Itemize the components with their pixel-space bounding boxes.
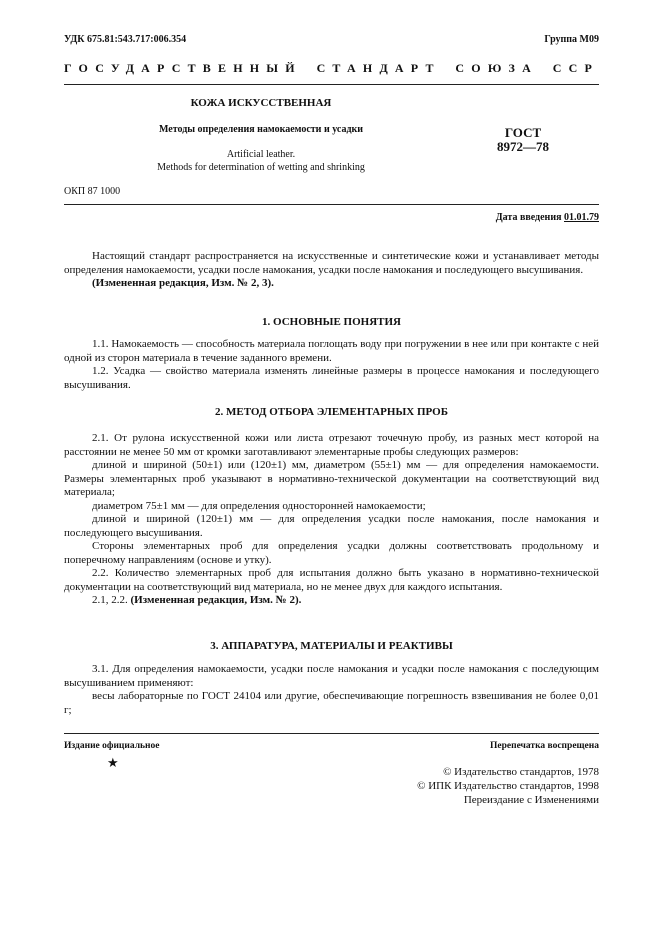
paragraph-2-1: 2.1. От рулона искусственной кожи или листа отрезают точечную пробу, из разных мест которой на расстоянии не менее 50 мм от кромки заготавливают элементарные пробы следующих размеров: — [64, 432, 599, 458]
paragraph-2-1-shrinkage: длиной и шириной (120±1) мм — для определения усадки после намокания, после намокания и последующего высушивания. — [64, 513, 599, 539]
paragraph-2-1-sizes: длиной и шириной (50±1) или (120±1) мм, диаметром (55±1) мм — для определения намокаемости. Размеры элементарных проб указывают в нормативно-технической документации на соответствующий вид материала; — [64, 459, 599, 498]
reprint-prohibited-note: Перепечатка воспрещена — [489, 741, 599, 751]
middle-divider — [64, 204, 599, 205]
gost-number: 8972—78 — [497, 139, 549, 154]
copyright-1998: © ИПК Издательство стандартов, 1998 — [417, 780, 599, 792]
section-3-body — [64, 663, 599, 717]
section-2-body — [64, 432, 599, 608]
document-title: КОЖА ИСКУССТВЕННАЯ — [190, 97, 332, 109]
star-icon: ★ — [107, 755, 119, 770]
paragraph-2-2: 2.2. Количество элементарных проб для испытания должно быть указано в нормативно-технической документации на соответствующий вид материала, но не менее двух для каждого испытания. — [64, 567, 599, 593]
english-subtitle: Methods for determination of wetting and shrinking — [157, 162, 365, 173]
copyright-1978: © Издательство стандартов, 1978 — [443, 766, 599, 778]
revision-note: (Измененная редакция, Изм. № 2). — [130, 594, 302, 606]
top-divider — [64, 84, 599, 85]
copyright-block — [417, 765, 599, 807]
udk-code: УДК 675.81:543.717:006.354 — [64, 34, 187, 45]
reissue-note: Переиздание с Изменениями — [463, 794, 599, 806]
document-subtitle: Методы определения намокаемости и усадки — [158, 124, 364, 135]
official-edition-note: Издание официальное — [64, 741, 160, 751]
okp-code: ОКП 87 1000 — [64, 186, 121, 197]
group-code: Группа М09 — [544, 34, 599, 45]
paragraph-1-2: 1.2. Усадка — свойство материала изменять линейные размеры в процессе намокания и последующего высушивания. — [64, 365, 599, 391]
gost-designation — [488, 126, 558, 154]
paragraph-2-revision — [64, 594, 599, 608]
revision-prefix: 2.1, 2.2. — [92, 594, 131, 606]
paragraph-1-1: 1.1. Намокаемость — способность материала поглощать воду при погружении в нее или при контакте с ней одной из сторон материала в течение заданного времени. — [64, 338, 599, 364]
section-2-heading: 2. МЕТОД ОТБОРА ЭЛЕМЕНТАРНЫХ ПРОБ — [214, 406, 448, 418]
intro-revision: (Измененная редакция, Изм. № 2, 3). — [92, 277, 274, 289]
paragraph-3-1-scales: весы лабораторные по ГОСТ 24104 или другие, обеспечивающие погрешность взвешивания не более 0,01 г; — [64, 690, 599, 716]
intro-block — [64, 250, 599, 291]
bottom-divider — [64, 733, 599, 734]
date-value: 01.01.79 — [564, 212, 599, 223]
paragraph-3-1: 3.1. Для определения намокаемости, усадки после намокания и усадки после намокания с последующим высушиванием применяют: — [64, 663, 599, 689]
section-3-heading: 3. АППАРАТУРА, МАТЕРИАЛЫ И РЕАКТИВЫ — [210, 640, 453, 652]
intro-paragraph: Настоящий стандарт распространяется на искусственные и синтетические кожи и устанавливает методы определения намокаемости, усадки после намокания, усадки после намокания и последующего высушивания. — [64, 250, 599, 276]
english-title: Artificial leather. — [226, 149, 296, 160]
standard-banner: ГОСУДАРСТВЕННЫЙ СТАНДАРТ СОЮЗА ССР — [64, 61, 599, 75]
paragraph-2-1-sides: Стороны элементарных проб для определения усадки должны соответствовать продольному и поперечному направлениям (основе и утку). — [64, 540, 599, 566]
date-label: Дата введения — [495, 212, 562, 223]
section-1-body — [64, 338, 599, 392]
effective-date — [496, 212, 599, 223]
section-1-heading: 1. ОСНОВНЫЕ ПОНЯТИЯ — [262, 316, 401, 328]
gost-label: ГОСТ — [504, 125, 542, 140]
paragraph-2-1-diameter: диаметром 75±1 мм — для определения односторонней намокаемости; — [92, 499, 426, 512]
